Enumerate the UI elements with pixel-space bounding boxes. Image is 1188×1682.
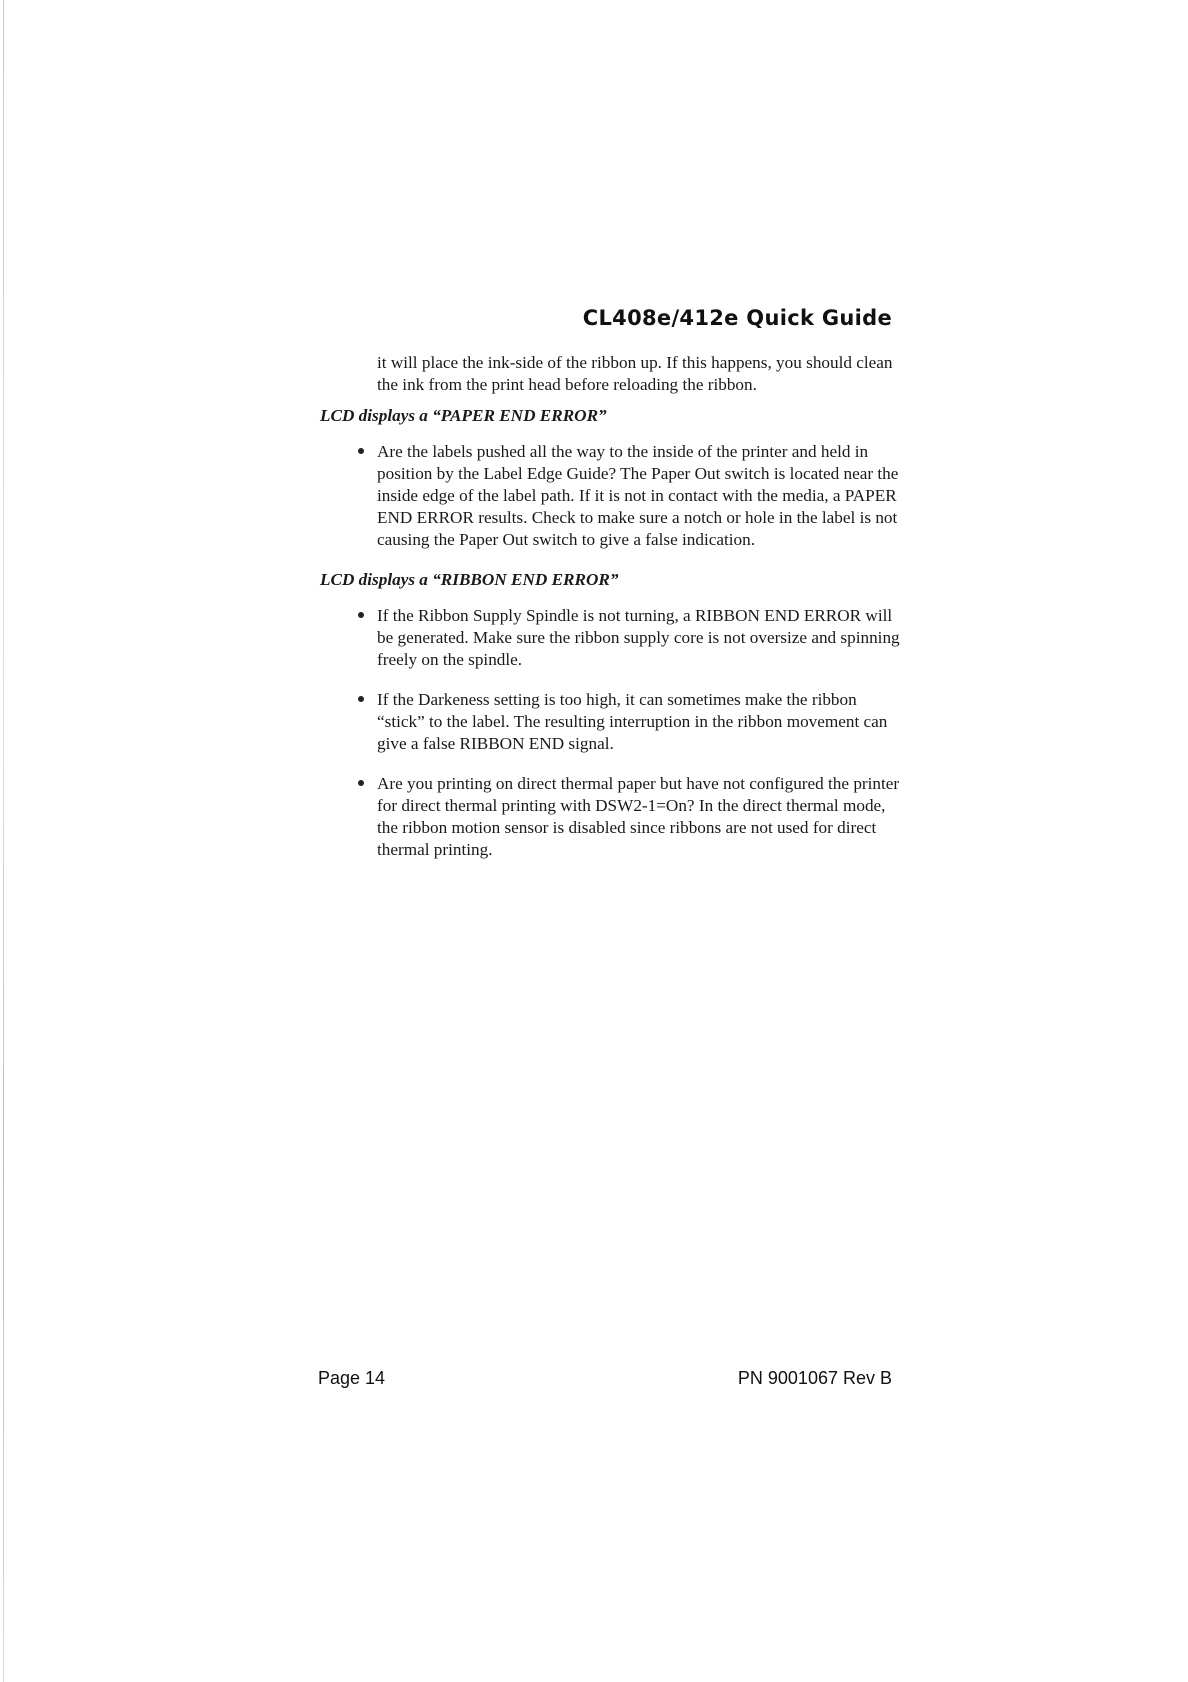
scan-edge-line <box>3 0 4 1682</box>
list-item <box>377 441 902 551</box>
bullet-dot-icon <box>358 780 364 786</box>
bullet-list <box>320 605 900 861</box>
list-item <box>377 689 902 755</box>
list-item-text: If the Ribbon Supply Spindle is not turning, a RIBBON END ERROR will be generated. Make sure the ribbon supply core is not oversize and spinning freely on the spindle. <box>377 606 900 669</box>
list-item-text: Are the labels pushed all the way to the inside of the printer and held in position by the Label Edge Guide? The Paper Out switch is located near the inside edge of the label path. If it is not in contact with the media, a PAPER END ERROR results. Check to make sure a notch or hole in the label is not causing the Paper Out switch to give a false indication. <box>377 442 899 549</box>
list-item-text: Are you printing on direct thermal paper but have not configured the printer for direct thermal printing with DSW2-1=On? In the direct thermal mode, the ribbon motion sensor is disabled since ribbons are not used for direct thermal printing. <box>377 774 900 859</box>
bullet-list <box>320 441 900 551</box>
part-number: PN 9001067 Rev B <box>737 1368 892 1388</box>
intro-paragraph: it will place the ink-side of the ribbon up. If this happens, you should clean the ink from the print head before reloading the ribbon. <box>377 353 893 394</box>
list-item <box>377 773 902 861</box>
page-header-title: CL408e/412e Quick Guide <box>582 306 892 330</box>
bullet-dot-icon <box>358 448 364 454</box>
section-heading: LCD displays a “PAPER END ERROR” <box>320 406 607 425</box>
bullet-dot-icon <box>358 696 364 702</box>
section-paper-end-error <box>320 405 900 551</box>
section-heading: LCD displays a “RIBBON END ERROR” <box>320 570 619 589</box>
bullet-dot-icon <box>358 612 364 618</box>
list-item <box>377 605 902 671</box>
list-item-text: If the Darkeness setting is too high, it can sometimes make the ribbon “stick” to the label. The resulting interruption in the ribbon movement can give a false RIBBON END signal. <box>377 690 888 753</box>
page-body <box>320 352 900 879</box>
page-number: Page 14 <box>318 1368 386 1388</box>
section-ribbon-end-error <box>320 569 900 861</box>
